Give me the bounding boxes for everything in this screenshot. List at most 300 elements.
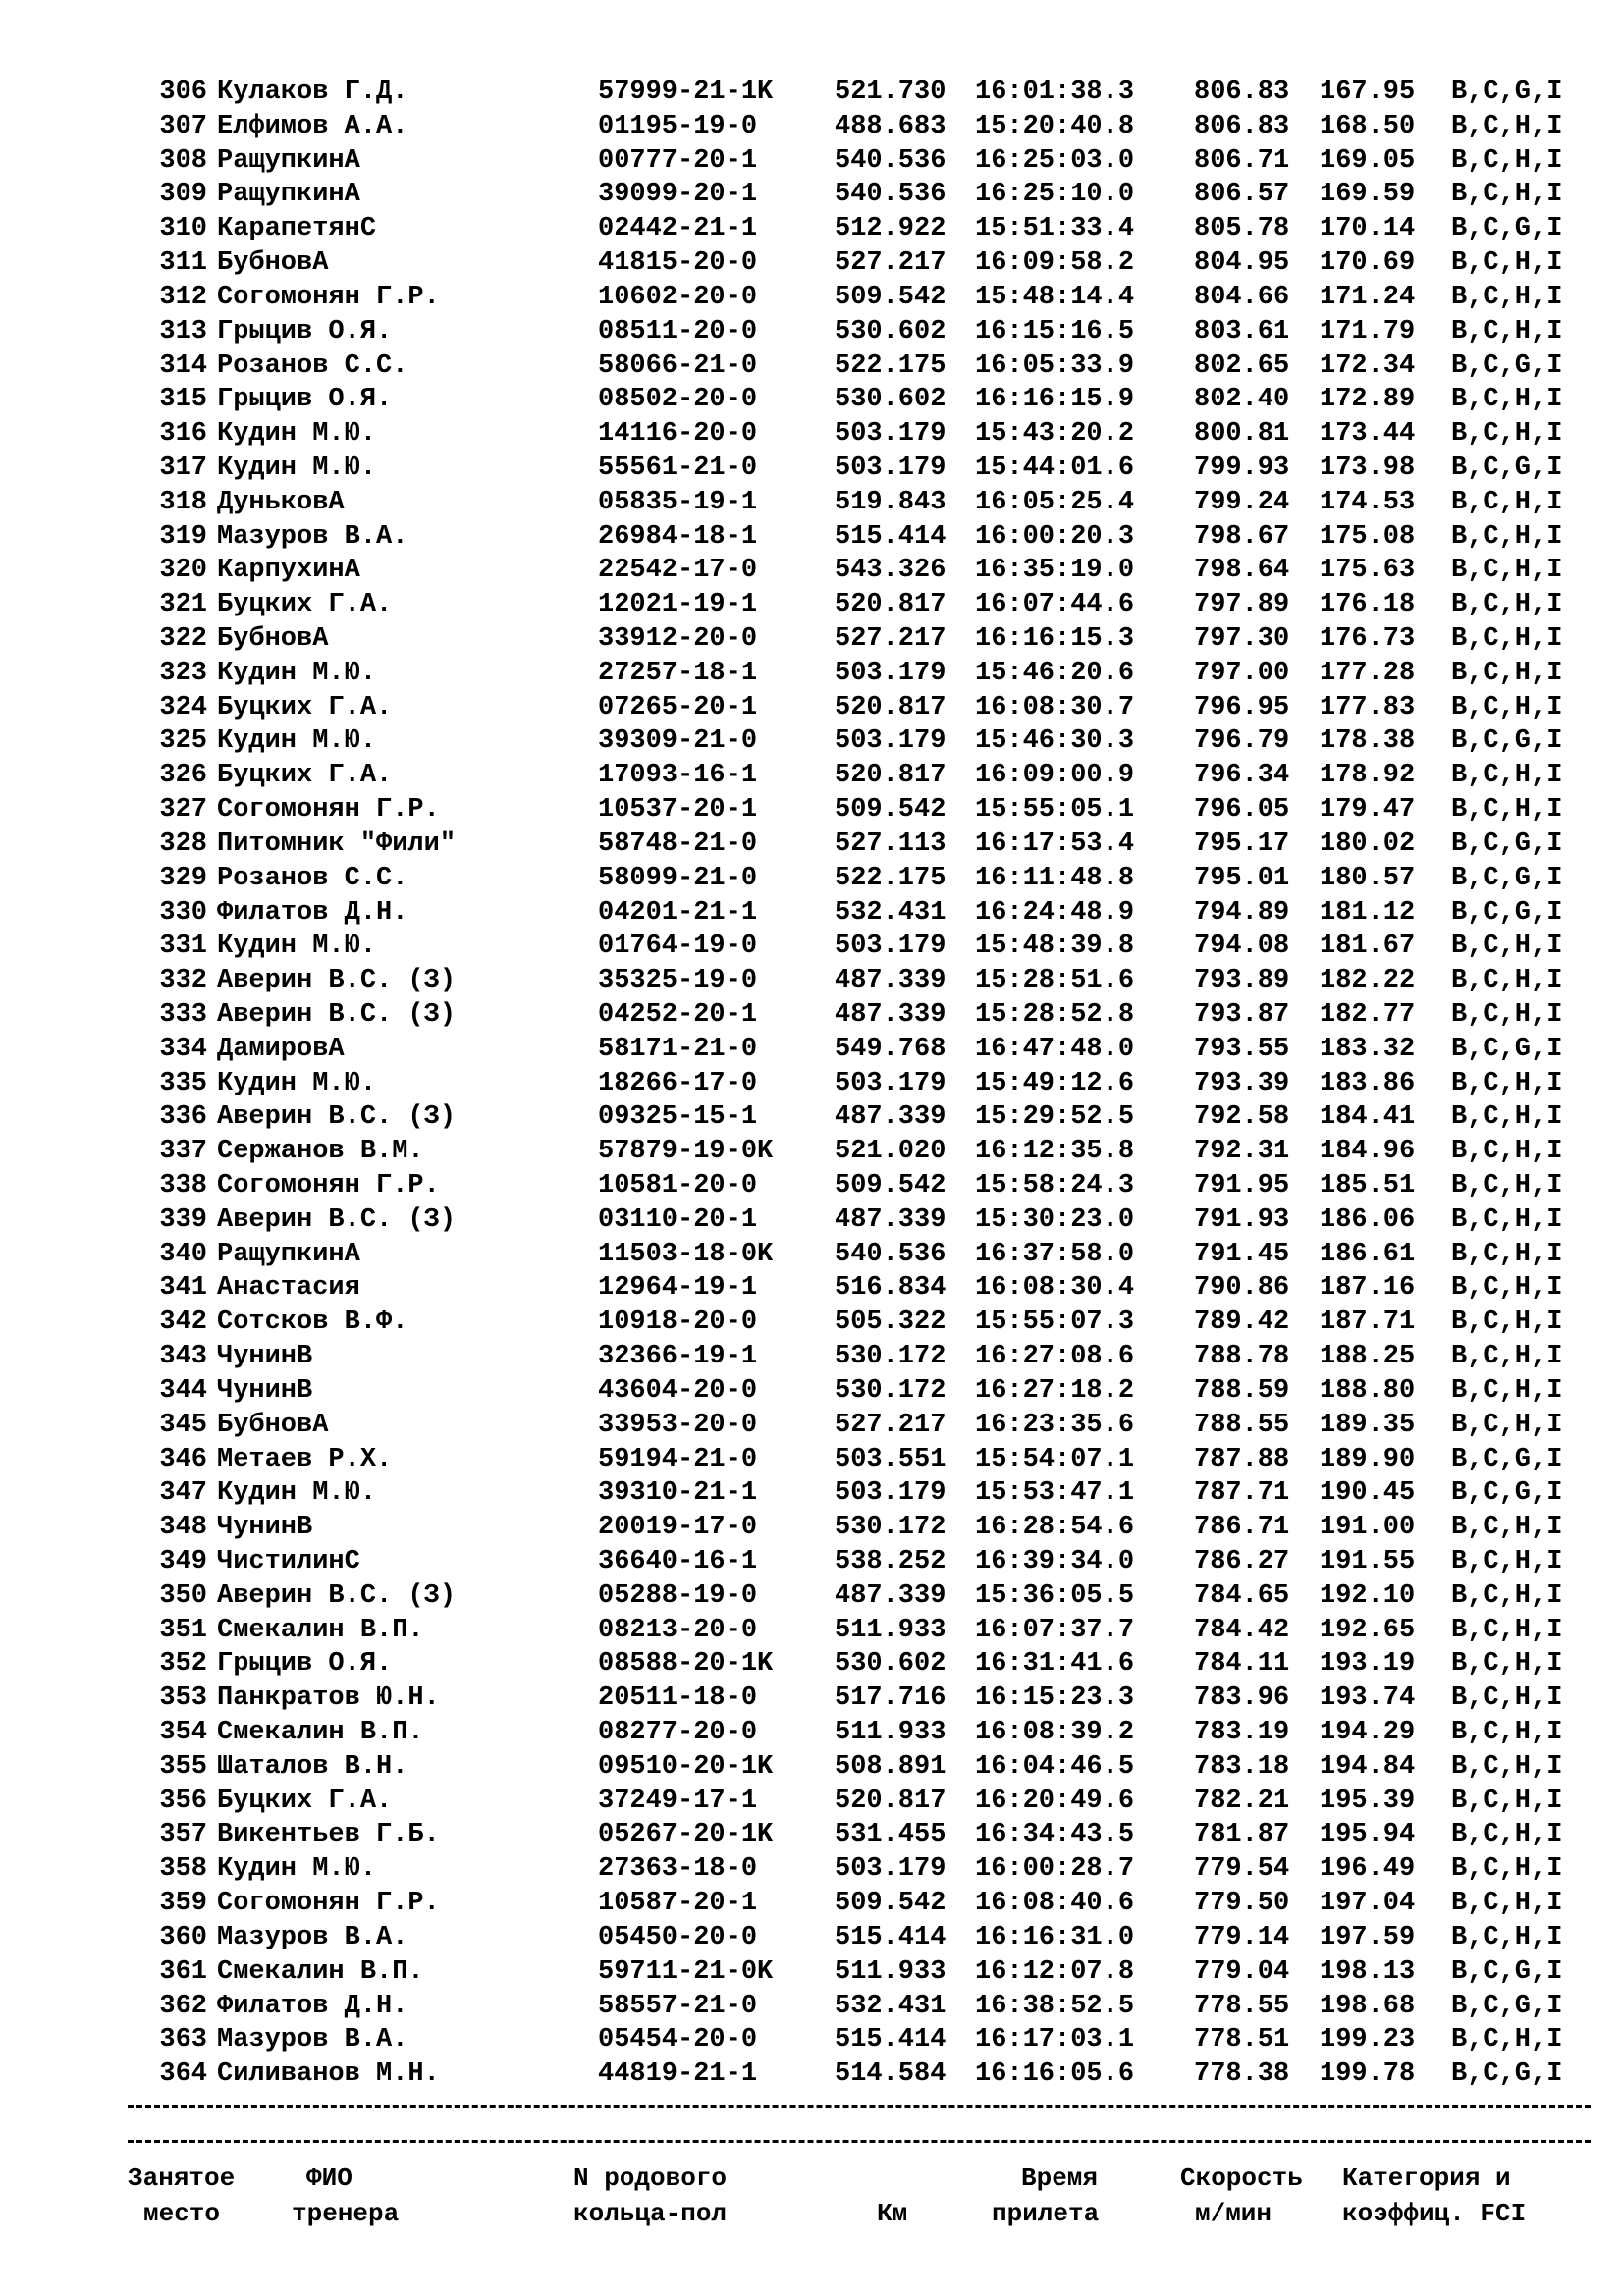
ring-number-cell: 08502-20-0	[598, 385, 758, 415]
legend-time-line2: прилета	[992, 2199, 1100, 2228]
coefficient-cell: 187.16	[1320, 1273, 1416, 1304]
distance-cell: 511.933	[835, 1956, 947, 1987]
category-cell: B,C,G,I	[1451, 1444, 1563, 1474]
table-row	[0, 1476, 1624, 1511]
speed-cell: 804.66	[1194, 282, 1290, 312]
distance-cell: 503.179	[835, 419, 947, 450]
distance-cell: 532.431	[835, 1991, 947, 2021]
table-row	[0, 383, 1624, 417]
trainer-name-cell: Шаталов В.Н.	[217, 1751, 408, 1782]
ring-number-cell: 08588-20-1K	[598, 1649, 774, 1680]
place-cell: 308	[159, 145, 207, 176]
speed-cell: 781.87	[1194, 1820, 1290, 1850]
speed-cell: 796.05	[1194, 795, 1290, 826]
coefficient-cell: 189.90	[1320, 1444, 1416, 1474]
arrival-time-cell: 16:28:54.6	[975, 1513, 1135, 1543]
place-cell: 334	[159, 1034, 207, 1064]
trainer-name-cell: ЧунинВ	[217, 1375, 313, 1406]
coefficient-cell: 175.08	[1320, 521, 1416, 552]
speed-cell: 787.88	[1194, 1444, 1290, 1474]
trainer-name-cell: Смекалин В.П.	[217, 1718, 424, 1747]
arrival-time-cell: 15:43:20.2	[975, 419, 1135, 450]
category-cell: B,C,H,I	[1451, 932, 1563, 962]
category-cell: B,C,H,I	[1451, 1239, 1563, 1269]
coefficient-cell: 198.13	[1320, 1956, 1416, 1987]
arrival-time-cell: 15:48:39.8	[975, 932, 1135, 962]
legend-speed-line2: м/мин	[1195, 2199, 1272, 2228]
category-cell: B,C,H,I	[1451, 282, 1563, 312]
speed-cell: 778.51	[1194, 2025, 1290, 2056]
table-row	[0, 349, 1624, 384]
category-cell: B,C,H,I	[1451, 1889, 1563, 1919]
place-cell: 339	[159, 1204, 207, 1235]
ring-number-cell: 57999-21-1K	[598, 78, 774, 107]
legend-category-line2: коэффиц. FCI	[1342, 2199, 1527, 2228]
distance-cell: 540.536	[835, 180, 947, 210]
coefficient-cell: 171.24	[1320, 282, 1416, 312]
distance-cell: 530.602	[835, 385, 947, 415]
category-cell: B,C,G,I	[1451, 78, 1563, 107]
arrival-time-cell: 16:27:18.2	[975, 1375, 1135, 1406]
speed-cell: 786.27	[1194, 1546, 1290, 1576]
coefficient-cell: 183.86	[1320, 1068, 1416, 1098]
speed-cell: 794.89	[1194, 897, 1290, 928]
category-cell: B,C,H,I	[1451, 1308, 1563, 1338]
coefficient-cell: 181.12	[1320, 897, 1416, 928]
distance-cell: 521.730	[835, 78, 947, 107]
place-cell: 320	[159, 556, 207, 586]
place-cell: 346	[159, 1444, 207, 1474]
speed-cell: 806.83	[1194, 78, 1290, 107]
table-row	[0, 1716, 1624, 1750]
place-cell: 354	[159, 1718, 207, 1747]
distance-cell: 487.339	[835, 966, 947, 996]
arrival-time-cell: 16:16:15.9	[975, 385, 1135, 415]
distance-cell: 530.172	[835, 1375, 947, 1406]
speed-cell: 795.17	[1194, 828, 1290, 859]
arrival-time-cell: 16:47:48.0	[975, 1034, 1135, 1064]
speed-cell: 792.58	[1194, 1102, 1290, 1133]
ring-number-cell: 12021-19-1	[598, 590, 758, 620]
place-cell: 325	[159, 726, 207, 757]
arrival-time-cell: 15:53:47.1	[975, 1478, 1135, 1509]
speed-cell: 793.39	[1194, 1068, 1290, 1098]
table-row	[0, 212, 1624, 246]
trainer-name-cell: Силиванов М.Н.	[217, 2059, 440, 2090]
category-cell: B,C,H,I	[1451, 1580, 1563, 1611]
trainer-name-cell: БубновА	[217, 624, 329, 654]
distance-cell: 503.179	[835, 453, 947, 483]
place-cell: 364	[159, 2059, 207, 2090]
place-cell: 314	[159, 350, 207, 381]
coefficient-cell: 197.04	[1320, 1889, 1416, 1919]
speed-cell: 786.71	[1194, 1513, 1290, 1543]
speed-cell: 802.65	[1194, 350, 1290, 381]
table-row	[0, 1169, 1624, 1203]
trainer-name-cell: Мазуров В.А.	[217, 2025, 408, 2056]
trainer-name-cell: ДуньковА	[217, 487, 345, 517]
place-cell: 355	[159, 1751, 207, 1782]
category-cell: B,C,H,I	[1451, 419, 1563, 450]
arrival-time-cell: 16:37:58.0	[975, 1239, 1135, 1269]
speed-cell: 791.45	[1194, 1239, 1290, 1269]
category-cell: B,C,H,I	[1451, 316, 1563, 347]
place-cell: 348	[159, 1513, 207, 1543]
trainer-name-cell: Мазуров В.А.	[217, 1922, 408, 1952]
distance-cell: 540.536	[835, 145, 947, 176]
legend-time-line1: Время	[1021, 2163, 1099, 2193]
place-cell: 341	[159, 1273, 207, 1304]
table-row	[0, 930, 1624, 964]
category-cell: B,C,G,I	[1451, 350, 1563, 381]
speed-cell: 806.83	[1194, 111, 1290, 141]
speed-cell: 796.95	[1194, 692, 1290, 722]
ring-number-cell: 00777-20-1	[598, 145, 758, 176]
arrival-time-cell: 16:16:05.6	[975, 2059, 1135, 2090]
category-cell: B,C,H,I	[1451, 385, 1563, 415]
category-cell: B,C,G,I	[1451, 863, 1563, 893]
arrival-time-cell: 16:00:28.7	[975, 1854, 1135, 1885]
speed-cell: 788.78	[1194, 1342, 1290, 1372]
distance-cell: 520.817	[835, 761, 947, 791]
ring-number-cell: 33953-20-0	[598, 1410, 758, 1440]
ring-number-cell: 26984-18-1	[598, 521, 758, 552]
table-row	[0, 1374, 1624, 1409]
trainer-name-cell: Мазуров В.А.	[217, 521, 408, 552]
place-cell: 352	[159, 1649, 207, 1680]
arrival-time-cell: 15:20:40.8	[975, 111, 1135, 141]
legend-ring-line1: N родового	[573, 2163, 728, 2193]
coefficient-cell: 191.55	[1320, 1546, 1416, 1576]
trainer-name-cell: Сотсков В.Ф.	[217, 1308, 408, 1338]
distance-cell: 509.542	[835, 1889, 947, 1919]
trainer-name-cell: Кулаков Г.Д.	[217, 78, 408, 107]
trainer-name-cell: Буцких Г.А.	[217, 692, 393, 722]
trainer-name-cell: ЧунинВ	[217, 1342, 313, 1372]
ring-number-cell: 09325-15-1	[598, 1102, 758, 1133]
table-row	[0, 110, 1624, 144]
coefficient-cell: 194.29	[1320, 1718, 1416, 1747]
speed-cell: 791.93	[1194, 1204, 1290, 1235]
category-cell: B,C,H,I	[1451, 999, 1563, 1030]
coefficient-cell: 171.79	[1320, 316, 1416, 347]
speed-cell: 794.08	[1194, 932, 1290, 962]
distance-cell: 503.179	[835, 726, 947, 757]
ring-number-cell: 08511-20-0	[598, 316, 758, 347]
ring-number-cell: 58066-21-0	[598, 350, 758, 381]
table-row	[0, 622, 1624, 657]
legend-place-line2: место	[143, 2199, 221, 2228]
arrival-time-cell: 16:07:37.7	[975, 1615, 1135, 1645]
ring-number-cell: 01195-19-0	[598, 111, 758, 141]
table-row	[0, 793, 1624, 828]
ring-number-cell: 20019-17-0	[598, 1513, 758, 1543]
place-cell: 323	[159, 658, 207, 688]
ring-number-cell: 04201-21-1	[598, 897, 758, 928]
place-cell: 318	[159, 487, 207, 517]
table-row	[0, 1647, 1624, 1682]
arrival-time-cell: 16:39:34.0	[975, 1546, 1135, 1576]
category-cell: B,C,H,I	[1451, 1410, 1563, 1440]
legend-km: Км	[877, 2199, 908, 2228]
coefficient-cell: 184.96	[1320, 1137, 1416, 1167]
distance-cell: 487.339	[835, 999, 947, 1030]
distance-cell: 543.326	[835, 556, 947, 586]
trainer-name-cell: Кудин М.Ю.	[217, 658, 377, 688]
ring-number-cell: 05267-20-1K	[598, 1820, 774, 1850]
distance-cell: 503.179	[835, 932, 947, 962]
table-row	[0, 76, 1624, 110]
speed-cell: 779.14	[1194, 1922, 1290, 1952]
legend-category-line1: Категория и	[1342, 2163, 1511, 2193]
coefficient-cell: 178.92	[1320, 761, 1416, 791]
coefficient-cell: 199.23	[1320, 2025, 1416, 2056]
trainer-name-cell: ЧистилинС	[217, 1546, 360, 1576]
place-cell: 316	[159, 419, 207, 450]
arrival-time-cell: 16:05:33.9	[975, 350, 1135, 381]
coefficient-cell: 186.61	[1320, 1239, 1416, 1269]
table-row	[0, 1409, 1624, 1443]
ring-number-cell: 35325-19-0	[598, 966, 758, 996]
arrival-time-cell: 15:46:30.3	[975, 726, 1135, 757]
speed-cell: 787.71	[1194, 1478, 1290, 1509]
coefficient-cell: 191.00	[1320, 1513, 1416, 1543]
speed-cell: 782.21	[1194, 1786, 1290, 1816]
speed-cell: 778.55	[1194, 1991, 1290, 2021]
trainer-name-cell: ДамировА	[217, 1034, 345, 1064]
distance-cell: 503.179	[835, 1068, 947, 1098]
category-cell: B,C,H,I	[1451, 1649, 1563, 1680]
category-cell: B,C,H,I	[1451, 1718, 1563, 1747]
category-cell: B,C,H,I	[1451, 1171, 1563, 1201]
coefficient-cell: 169.59	[1320, 180, 1416, 210]
place-cell: 326	[159, 761, 207, 791]
trainer-name-cell: Буцких Г.А.	[217, 761, 393, 791]
place-cell: 331	[159, 932, 207, 962]
category-cell: B,C,G,I	[1451, 726, 1563, 757]
place-cell: 335	[159, 1068, 207, 1098]
arrival-time-cell: 15:46:20.6	[975, 658, 1135, 688]
speed-cell: 799.93	[1194, 453, 1290, 483]
arrival-time-cell: 16:25:03.0	[975, 145, 1135, 176]
trainer-name-cell: Кудин М.Ю.	[217, 726, 377, 757]
distance-cell: 530.602	[835, 316, 947, 347]
speed-cell: 795.01	[1194, 863, 1290, 893]
coefficient-cell: 199.78	[1320, 2059, 1416, 2090]
trainer-name-cell: Согомонян Г.Р.	[217, 1889, 440, 1919]
trainer-name-cell: Буцких Г.А.	[217, 1786, 393, 1816]
coefficient-cell: 175.63	[1320, 556, 1416, 586]
coefficient-cell: 172.89	[1320, 385, 1416, 415]
ring-number-cell: 44819-21-1	[598, 2059, 758, 2090]
table-row	[0, 1340, 1624, 1374]
ring-number-cell: 39309-21-0	[598, 726, 758, 757]
arrival-time-cell: 16:11:48.8	[975, 863, 1135, 893]
place-cell: 336	[159, 1102, 207, 1133]
category-cell: B,C,H,I	[1451, 1375, 1563, 1406]
table-row	[0, 1852, 1624, 1887]
coefficient-cell: 170.69	[1320, 248, 1416, 279]
arrival-time-cell: 15:54:07.1	[975, 1444, 1135, 1474]
ring-number-cell: 05835-19-1	[598, 487, 758, 517]
speed-cell: 797.30	[1194, 624, 1290, 654]
coefficient-cell: 189.35	[1320, 1410, 1416, 1440]
coefficient-cell: 198.68	[1320, 1991, 1416, 2021]
category-cell: B,C,H,I	[1451, 1137, 1563, 1167]
arrival-time-cell: 16:34:43.5	[975, 1820, 1135, 1850]
distance-cell: 487.339	[835, 1204, 947, 1235]
ring-number-cell: 08213-20-0	[598, 1615, 758, 1645]
distance-cell: 503.179	[835, 1854, 947, 1885]
arrival-time-cell: 16:15:16.5	[975, 316, 1135, 347]
speed-cell: 788.55	[1194, 1410, 1290, 1440]
table-row	[0, 1443, 1624, 1477]
arrival-time-cell: 15:48:14.4	[975, 282, 1135, 312]
arrival-time-cell: 15:28:52.8	[975, 999, 1135, 1030]
arrival-time-cell: 16:05:25.4	[975, 487, 1135, 517]
trainer-name-cell: Кудин М.Ю.	[217, 1068, 377, 1098]
speed-cell: 797.89	[1194, 590, 1290, 620]
arrival-time-cell: 15:44:01.6	[975, 453, 1135, 483]
ring-number-cell: 37249-17-1	[598, 1786, 758, 1816]
speed-cell: 784.11	[1194, 1649, 1290, 1680]
coefficient-cell: 176.18	[1320, 590, 1416, 620]
place-cell: 362	[159, 1991, 207, 2021]
place-cell: 321	[159, 590, 207, 620]
category-cell: B,C,H,I	[1451, 521, 1563, 552]
arrival-time-cell: 16:04:46.5	[975, 1751, 1135, 1782]
distance-cell: 488.683	[835, 111, 947, 141]
place-cell: 333	[159, 999, 207, 1030]
category-cell: B,C,H,I	[1451, 795, 1563, 826]
ring-number-cell: 10587-20-1	[598, 1889, 758, 1919]
ring-number-cell: 05288-19-0	[598, 1580, 758, 1611]
ring-number-cell: 17093-16-1	[598, 761, 758, 791]
distance-cell: 516.834	[835, 1273, 947, 1304]
arrival-time-cell: 16:07:44.6	[975, 590, 1135, 620]
trainer-name-cell: Согомонян Г.Р.	[217, 795, 440, 826]
coefficient-cell: 196.49	[1320, 1854, 1416, 1885]
table-row	[0, 281, 1624, 315]
ring-number-cell: 41815-20-0	[598, 248, 758, 279]
speed-cell: 798.67	[1194, 521, 1290, 552]
table-row	[0, 1682, 1624, 1716]
ring-number-cell: 11503-18-0K	[598, 1239, 774, 1269]
place-cell: 359	[159, 1889, 207, 1919]
ring-number-cell: 36640-16-1	[598, 1546, 758, 1576]
speed-cell: 783.19	[1194, 1718, 1290, 1747]
place-cell: 350	[159, 1580, 207, 1611]
trainer-name-cell: Грыцив О.Я.	[217, 1649, 393, 1680]
table-row	[0, 1887, 1624, 1921]
category-cell: B,C,G,I	[1451, 1956, 1563, 1987]
table-row	[0, 1579, 1624, 1614]
coefficient-cell: 173.98	[1320, 453, 1416, 483]
speed-cell: 793.89	[1194, 966, 1290, 996]
speed-cell: 788.59	[1194, 1375, 1290, 1406]
trainer-name-cell: БубновА	[217, 1410, 329, 1440]
table-row	[0, 144, 1624, 179]
place-cell: 363	[159, 2025, 207, 2056]
coefficient-cell: 167.95	[1320, 78, 1416, 107]
table-row	[0, 1135, 1624, 1169]
trainer-name-cell: Кудин М.Ю.	[217, 1854, 377, 1885]
arrival-time-cell: 15:36:05.5	[975, 1580, 1135, 1611]
category-cell: B,C,H,I	[1451, 1102, 1563, 1133]
place-cell: 358	[159, 1854, 207, 1885]
arrival-time-cell: 16:24:48.9	[975, 897, 1135, 928]
place-cell: 340	[159, 1239, 207, 1269]
footer-divider-bottom	[128, 2140, 1591, 2143]
coefficient-cell: 183.32	[1320, 1034, 1416, 1064]
table-row	[0, 1818, 1624, 1852]
ring-number-cell: 39310-21-1	[598, 1478, 758, 1509]
coefficient-cell: 184.41	[1320, 1102, 1416, 1133]
coefficient-cell: 180.02	[1320, 828, 1416, 859]
trainer-name-cell: Аверин В.С. (З)	[217, 999, 457, 1030]
coefficient-cell: 173.44	[1320, 419, 1416, 450]
table-row	[0, 1067, 1624, 1101]
distance-cell: 527.217	[835, 624, 947, 654]
trainer-name-cell: Филатов Д.Н.	[217, 1991, 408, 2021]
ring-number-cell: 57879-19-0K	[598, 1137, 774, 1167]
table-row	[0, 828, 1624, 862]
trainer-name-cell: Филатов Д.Н.	[217, 897, 408, 928]
table-row	[0, 452, 1624, 486]
distance-cell: 517.716	[835, 1683, 947, 1714]
category-cell: B,C,G,I	[1451, 828, 1563, 859]
category-cell: B,C,H,I	[1451, 1820, 1563, 1850]
category-cell: B,C,G,I	[1451, 214, 1563, 244]
trainer-name-cell: Согомонян Г.Р.	[217, 282, 440, 312]
category-cell: B,C,H,I	[1451, 692, 1563, 722]
coefficient-cell: 194.84	[1320, 1751, 1416, 1782]
category-cell: B,C,H,I	[1451, 624, 1563, 654]
place-cell: 317	[159, 453, 207, 483]
ring-number-cell: 20511-18-0	[598, 1683, 758, 1714]
category-cell: B,C,H,I	[1451, 1068, 1563, 1098]
speed-cell: 779.50	[1194, 1889, 1290, 1919]
coefficient-cell: 177.28	[1320, 658, 1416, 688]
table-row	[0, 691, 1624, 725]
table-row	[0, 998, 1624, 1033]
place-cell: 312	[159, 282, 207, 312]
table-row	[0, 896, 1624, 931]
coefficient-cell: 181.67	[1320, 932, 1416, 962]
distance-cell: 540.536	[835, 1239, 947, 1269]
distance-cell: 509.542	[835, 282, 947, 312]
place-cell: 306	[159, 78, 207, 107]
distance-cell: 487.339	[835, 1580, 947, 1611]
speed-cell: 784.42	[1194, 1615, 1290, 1645]
table-row	[0, 1203, 1624, 1238]
coefficient-cell: 182.22	[1320, 966, 1416, 996]
category-cell: B,C,G,I	[1451, 1478, 1563, 1509]
coefficient-cell: 192.65	[1320, 1615, 1416, 1645]
ring-number-cell: 05450-20-0	[598, 1922, 758, 1952]
speed-cell: 793.87	[1194, 999, 1290, 1030]
distance-cell: 532.431	[835, 897, 947, 928]
distance-cell: 527.113	[835, 828, 947, 859]
coefficient-cell: 197.59	[1320, 1922, 1416, 1952]
table-row	[0, 1990, 1624, 2024]
coefficient-cell: 188.25	[1320, 1342, 1416, 1372]
place-cell: 351	[159, 1615, 207, 1645]
ring-number-cell: 14116-20-0	[598, 419, 758, 450]
trainer-name-cell: Грыцив О.Я.	[217, 316, 393, 347]
legend-name-line1: ФИО	[306, 2163, 352, 2193]
table-row	[0, 486, 1624, 520]
